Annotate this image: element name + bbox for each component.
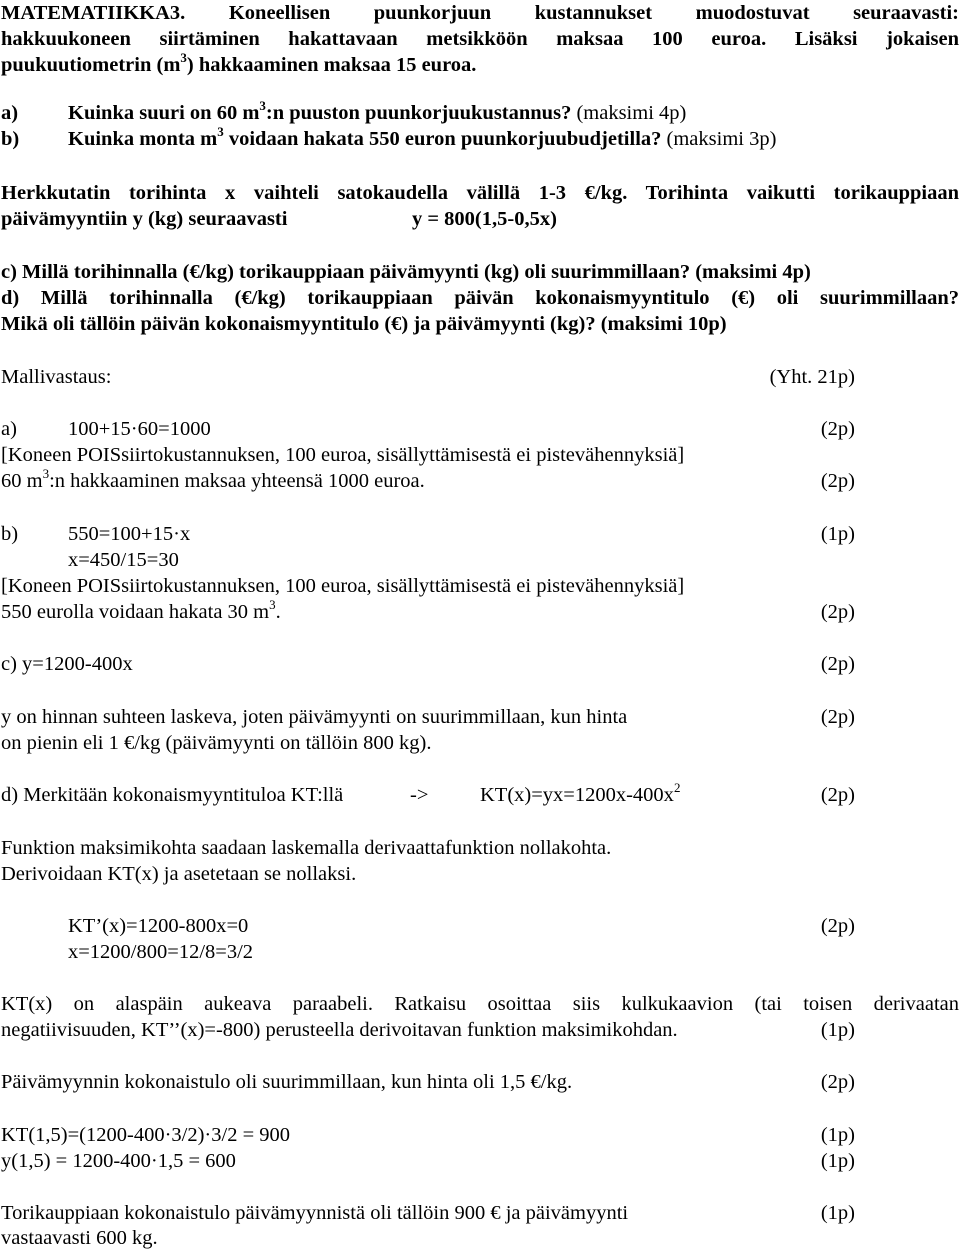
- solution-c-line-3: on pienin eli 1 €/kg (päivämyynti on tällöin 800 kg).: [1, 732, 432, 754]
- question-c: c) Millä torihinnalla (€/kg) torikauppiaan päivämyynti (kg) oli suurimmillaan? (maksimi 4p): [1, 261, 811, 283]
- question-b-label: b): [1, 128, 20, 150]
- solution-d-line-12: vastaavasti 600 kg.: [1, 1227, 158, 1249]
- solution-b-line-3: [Koneen POISsiirtokustannuksen, 100 euroa, sisällyttämisestä ei pistevähennyksiä]: [1, 575, 685, 597]
- points-badge: (2p): [820, 706, 855, 728]
- solution-total-points: (Yht. 21p): [769, 366, 855, 388]
- points-badge: (2p): [820, 784, 855, 806]
- points-badge: (2p): [820, 601, 855, 623]
- points-badge: (2p): [820, 1071, 855, 1093]
- points-badge: (1p): [820, 1124, 855, 1146]
- points-badge: (1p): [820, 1150, 855, 1172]
- problem-para2-line-1: Herkkutatin torihinta x vaihteli satokaudella välillä 1-3 €/kg. Torihinta vaikutti torikauppiaan: [1, 182, 959, 204]
- question-d-points: (maksimi 10p): [595, 313, 727, 335]
- sales-formula: y = 800(1,5-0,5x): [412, 208, 557, 230]
- question-b-text: Kuinka monta m: [68, 128, 218, 150]
- solution-d-line-3: Derivoidaan KT(x) ja asetetaan se nollaksi.: [1, 863, 357, 885]
- question-d-line-1: d) Millä torihinnalla (€/kg) torikauppiaan päivän kokonaismyyntitulo (€) oli suurimmillaan?: [1, 287, 959, 309]
- problem-intro-line-1: MATEMATIIKKA3. Koneellisen puunkorjuun kustannukset muodostuvat seuraavasti:: [1, 2, 959, 24]
- question-d-line-2: Mikä oli tällöin päivän kokonaismyyntitulo (€) ja päivämyynti (kg)? (maksimi 10p): [1, 313, 727, 335]
- points-badge: (1p): [820, 1202, 855, 1224]
- question-a-label: a): [1, 102, 19, 124]
- points-badge: (1p): [820, 1019, 855, 1041]
- solution-d-line-2: Funktion maksimikohta saadaan laskemalla derivaattafunktion nollakohta.: [1, 837, 612, 859]
- problem-title: MATEMATIIKKA3.: [1, 2, 186, 24]
- document-page: MATEMATIIKKA3. Koneellisen puunkorjuun kustannukset muodostuvat seuraavasti: hakkuukoneen siirtäminen hakattavaan metsikköön maksaa 100 euroa. Lisäksi jokaisen puukuutiometrin $(m^3)$ hakkaaminen maksaa 15 euroa. a) Kuinka suuri on 60 $m^3:n$ puuston puunkorjuukustannus? (maksimi 4p) b) Kuinka monta $m^3$ voidaan hakata 550 euron puunkorjuubudjetilla? (maksimi 3p) Herkkutatin torihinta x vaihteli satokaudella välillä 1-3 €/kg. Torihinta vaikutti torikauppiaan päivämyyntiin y (kg) seuraavasti y = 800(1,5-0,5x) c) Millä torihinnalla (€/kg) torikauppiaan päivämyynti (kg) oli suurimmillaan? (maksimi 4p) d) Millä torihinnalla (€/kg) torikauppiaan päivän kokonaismyyntitulo (€) oli suurimmillaan? Mikä oli tällöin päivän kokonaismyyntitulo (€) ja päivämyynti (kg)? (maksimi 10p) Mallivastaus: (Yht. 21p) a) 100+15·60=1000 (2p) [Koneen POISsiirtokustannuksen, 100 euroa, sisällyttämisestä ei pistevähennyksiä] 60 $m^3:n$ hakkaaminen maksaa yhteensä 1000 euroa. (2p) b) 550=100+15·x (1p) x=450/15=30 [Koneen POISsiirtokustannuksen, 100 euroa, sisällyttämisestä ei pistevähennyksiä] 550 eurolla voidaan hakata 30 $m^3$. (2p) c) y=1200-400x (2p) y on hinnan suhteen laskeva, joten päivämyynti on suurimmillaan, kun hinta (2p) on pienin eli 1 €/kg (päivämyynti on tällöin 800 kg). d) Merkitään kokonaismyyntituloa KT:llä -> $KT(x)=yx=1200x-400x^2$ (2p) Funktion maksimikohta saadaan laskemalla derivaattafunktion nollakohta. Derivoidaan KT(x) ja asetetaan se nollaksi. KT’(x)=1200-800x=0 (2p) x=1200/800=12/8=3/2 KT(x) on alaspäin aukeava paraabeli. Ratkaisu osoittaa siis kulkukaavion (tai toisen derivaatan negatiivisuuden, KT’’(x)=-800) perusteella derivoitavan funktion maksimikohdan. (1p) Päivämyynnin kokonaistulo oli suurimmillaan, kun hinta oli 1,5 €/kg. (2p) KT(1,5)=(1200-400·3/2)·3/2 = 900 (1p) y(1,5) = 1200-400·1,5 = 600 (1p) Torikauppiaan kokonaistulo päivämyynnistä oli tällöin 900 € ja päivämyynti (1p) vastaavasti 600 kg.: [1, 2, 959, 1249]
- solution-a-line-2: [Koneen POISsiirtokustannuksen, 100 euroa, sisällyttämisestä ei pistevähennyksiä]: [1, 444, 685, 466]
- points-badge: (1p): [820, 523, 855, 545]
- problem-para2-line-2: päivämyyntiin y (kg) seuraavasti y = 800(1,5-0,5x): [1, 208, 557, 230]
- question-b-points: (maksimi 3p): [661, 128, 777, 150]
- solution-heading: Mallivastaus:: [1, 366, 112, 388]
- points-badge: (2p): [820, 653, 855, 675]
- question-c-points: (maksimi 4p): [690, 261, 811, 283]
- points-badge: (2p): [820, 470, 855, 492]
- question-a-text: Kuinka suuri on 60 m: [68, 102, 260, 124]
- question-a-points: (maksimi 4p): [571, 102, 687, 124]
- solution-d-line-6: KT(x) on alaspäin aukeava paraabeli. Ratkaisu osoittaa siis kulkukaavion (tai toisen derivaatan: [1, 993, 959, 1015]
- problem-intro-line-2: hakkuukoneen siirtäminen hakattavaan metsikköön maksaa 100 euroa. Lisäksi jokaisen: [1, 28, 959, 50]
- problem-intro-line-3: puukuutiometrin $(m^3)$ hakkaaminen maksaa 15 euroa.: [1, 50, 477, 76]
- points-badge: (2p): [820, 418, 855, 440]
- points-badge: (2p): [820, 915, 855, 937]
